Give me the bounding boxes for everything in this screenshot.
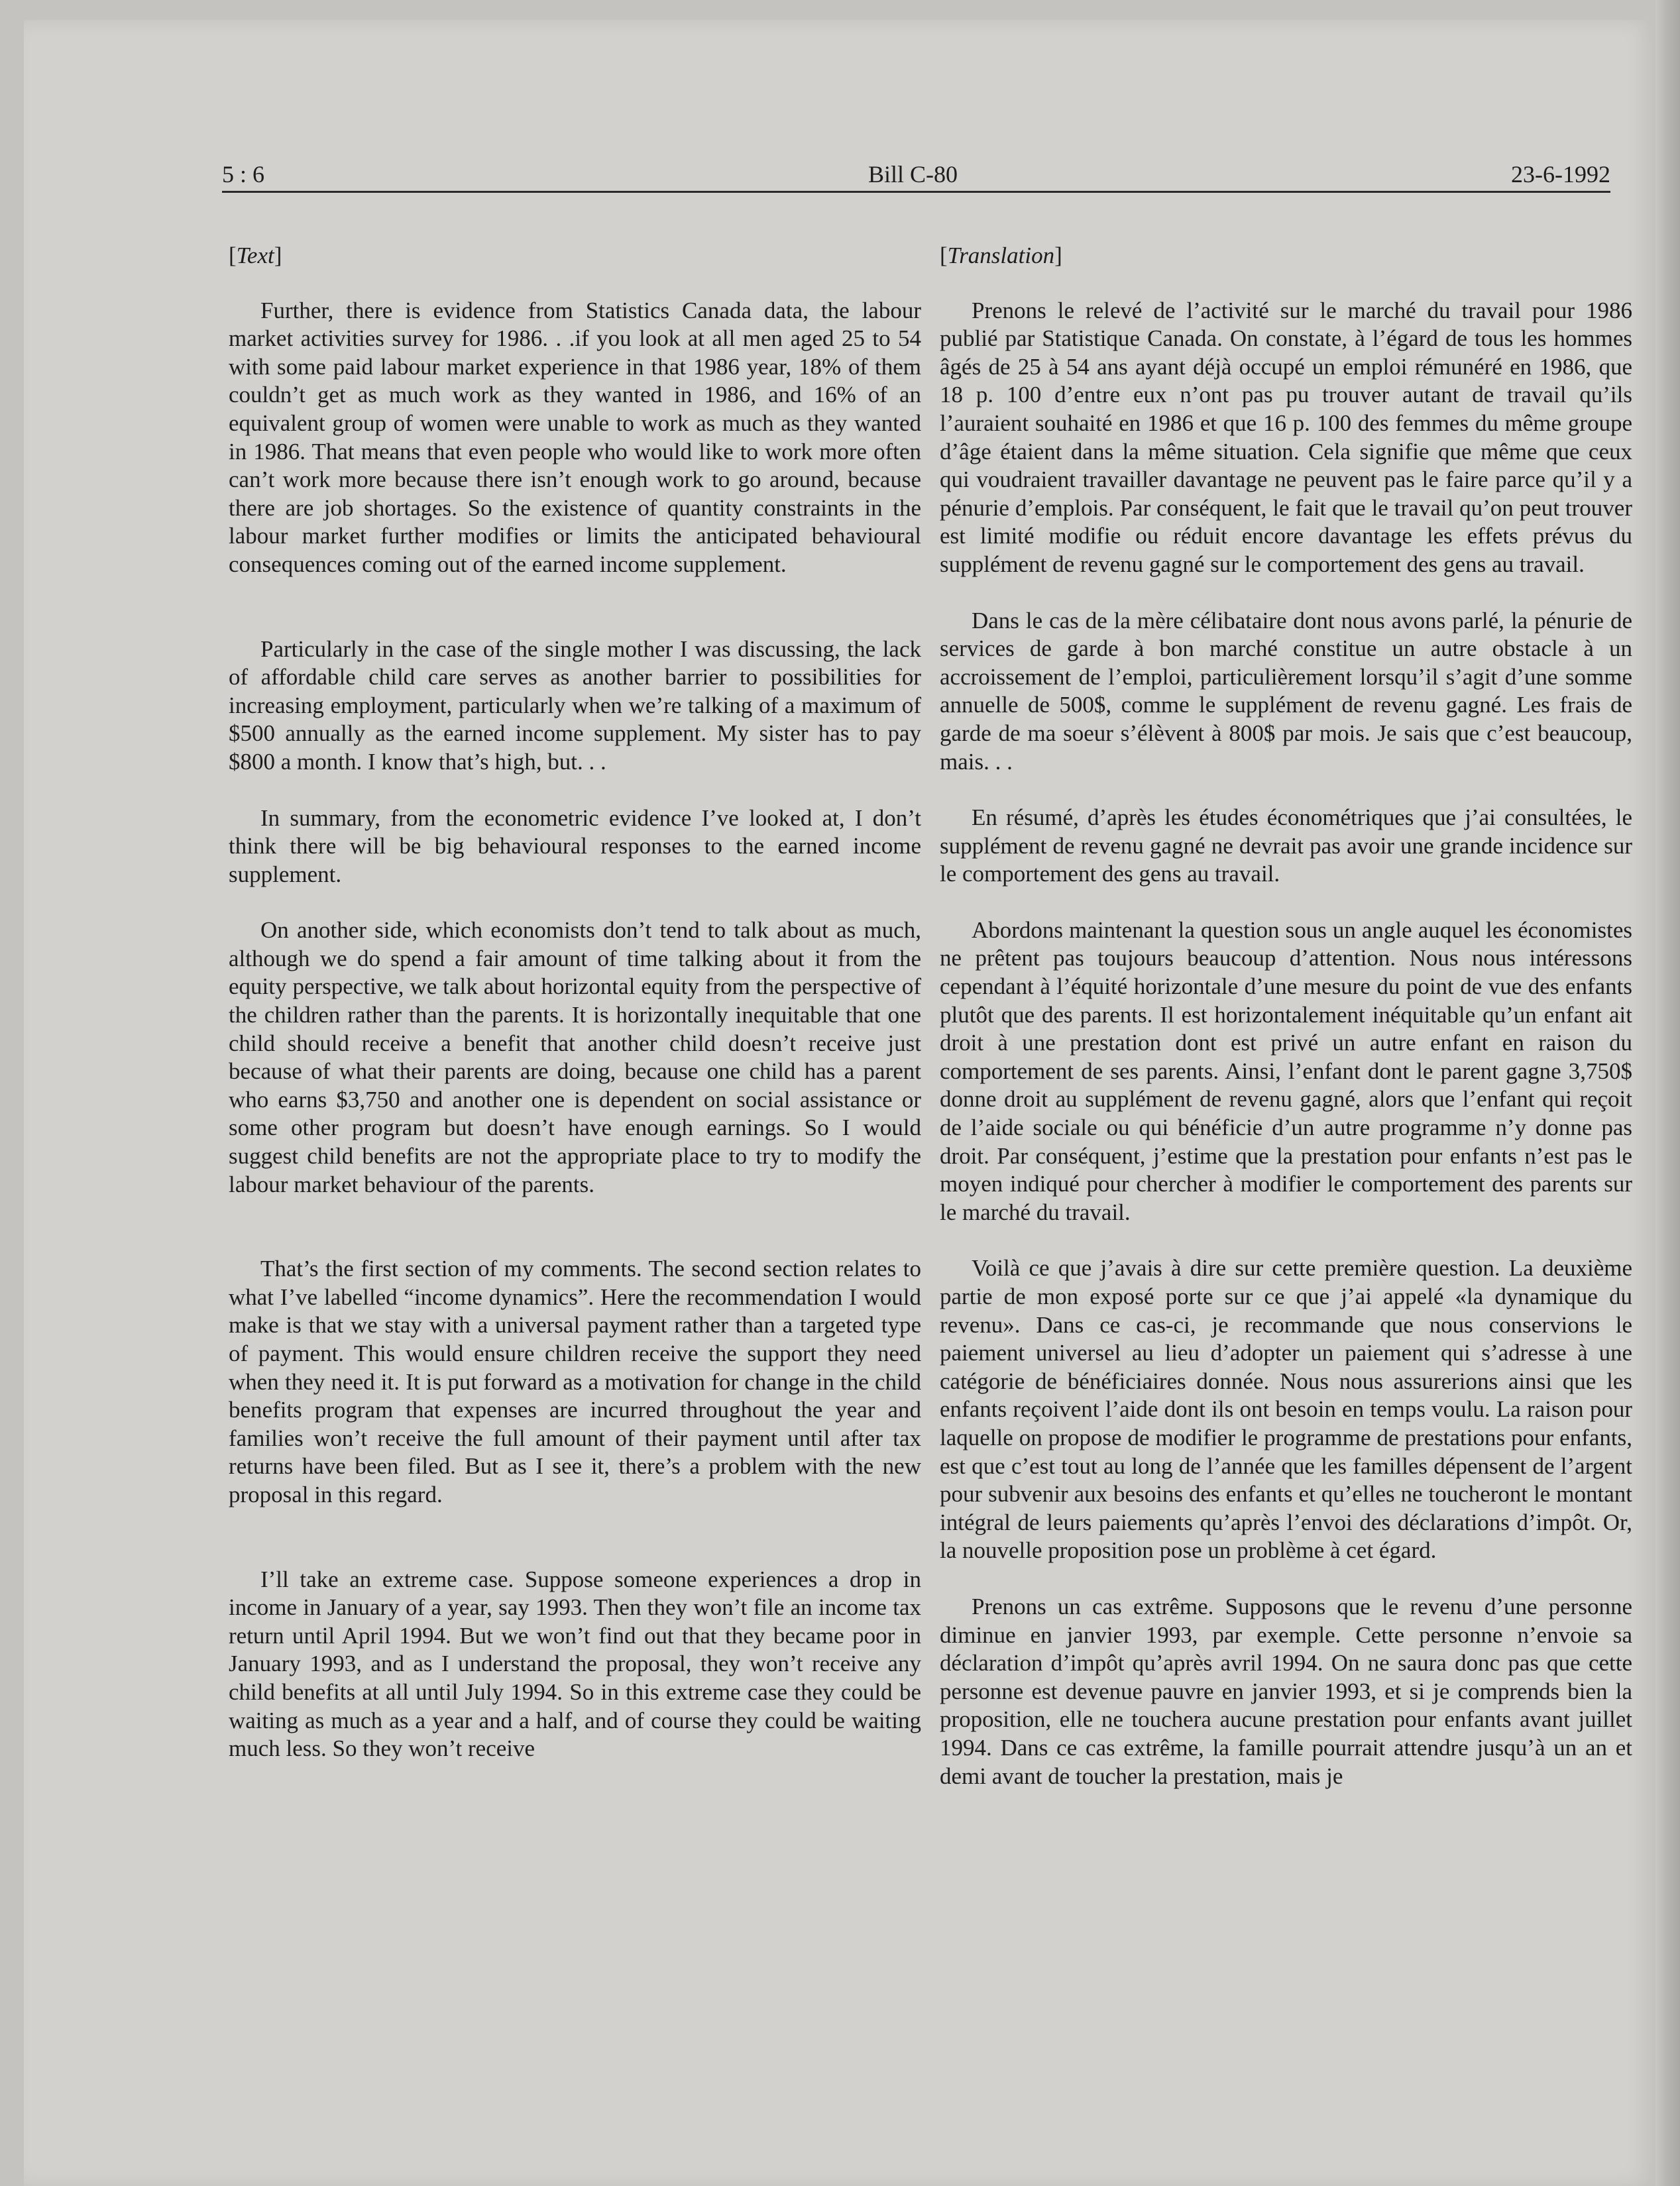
paragraph: En résumé, d’après les études économétriques que j’ai consultées, le supplément de revenu gagné ne devrait pas avoir une grande incidence sur le comportement des gens au travail. — [940, 804, 1632, 887]
paragraph: Prenons un cas extrême. Supposons que le revenu d’une personne diminue en janvier 1993, par exemple. Cette personne n’envoie sa déclaration d’impôt qu’après avril 1994. On ne saura donc pas que cette personne est devenue pauvre en janvier 1993, et si je comprends bien la proposition, elle ne touchera aucune prestation pour enfants avant juillet 1994. Dans ce cas extrême, la famille pourrait attendre jusqu’à un an et demi avant de toucher la prestation, mais je — [940, 1593, 1632, 1789]
paragraph: In summary, from the econometric evidence I’ve looked at, I don’t think there will be big behavioural responses to the earned income supplement. — [229, 804, 921, 887]
page-header — [222, 160, 1610, 193]
paragraph: Voilà ce que j’avais à dire sur cette première question. La deuxième partie de mon exposé porte sur ce que j’ai appelé «la dynamique du revenu». Dans ce cas-ci, je recommande que nous conservions le paiement universel au lieu d’adopter un paiement qui s’adresse à une catégorie de bénéficiaires donnée. Nous nous assurerions ainsi que les enfants reçoivent l’aide dont ils ont besoin en temps voulu. La raison pour laquelle on propose de modifier le programme de prestations pour enfants, est que c’est tout au long de l’année que les familles dépensent de l’argent pour subvenir aux besoins des enfants et qu’elles ne toucheront le montant intégral de leurs paiements qu’après l’envoi des déclarations d’impôt. Or, la nouvelle proposition pose un problème à cet égard. — [940, 1255, 1632, 1564]
paragraph: Prenons le relevé de l’activité sur le marché du travail pour 1986 publié par Statistique Canada. On constate, à l’égard de tous les hommes âgés de 25 à 54 ans ayant déjà occupé un emploi rémunéré en 1986, que 18 p. 100 d’entre eux n’ont pas pu trouver autant de travail qu’ils l’auraient souhaité en 1986 et que 16 p. 100 des femmes du même groupe d’âge étaient dans la même situation. Cela signifie que même que ceux qui voudraient travailler davantage ne peuvent pas le faire parce qu’il y a pénurie d’emplois. Par conséquent, le fait que le travail qu’on peut trouver est limité modifie ou réduit encore davantage les effets prévus du supplément de revenu gagné sur le comportement des gens au travail. — [940, 297, 1632, 577]
english-column — [229, 242, 921, 1763]
paragraph: Dans le cas de la mère célibataire dont nous avons parlé, la pénurie de services de garde à bon marché constitue un autre obstacle à un accroissement de l’emploi, particulièrement lorsqu’il s’agit d’une somme annuelle de 500$, comme le supplément de revenu gagné. Les frais de garde de ma soeur s’élèvent à 800$ par mois. Je sais que c’est beaucoup, mais. . . — [940, 607, 1632, 775]
header-date: 23-6-1992 — [1511, 161, 1610, 188]
paragraph: Particularly in the case of the single mother I was discussing, the lack of affordable child care serves as another barrier to possibilities for increasing employment, particularly when we’re talking of a maximum of $500 annually as the earned income supplement. My sister has to pay $800 a month. I know that’s high, but. . . — [229, 635, 921, 775]
page-edge — [1655, 0, 1680, 2186]
translation-label: [Translation] — [940, 243, 1062, 268]
paragraph: Abordons maintenant la question sous un angle auquel les économistes ne prêtent pas toujours beaucoup d’attention. Nous nous intéressons cependant à l’équité horizontale d’une mesure du point de vue des enfants plutôt que des parents. Il est horizontalement inéquitable qu’un enfant ait droit à une prestation dont est privé un autre enfant en raison du comportement de ses parents. Ainsi, l’enfant dont le parent gagne 3,750$ donne droit au supplément de revenu gagné, alors que l’enfant qui reçoit de l’aide sociale ou qui bénéficie d’un autre programme n’y donne pas droit. Par conséquent, j’estime que la prestation pour enfants n’est pas le moyen indiqué pour chercher à modifier le comportement des parents sur le marché du travail. — [940, 916, 1632, 1225]
paragraph: On another side, which economists don’t tend to talk about as much, although we do spend a fair amount of time talking about it from the equity perspective, we talk about horizontal equity from the perspective of the children rather than the parents. It is horizontally inequitable that one child should receive a benefit that another child doesn’t receive just because of what their parents are doing, because one child has a parent who earns $3,750 and another one is dependent on social assistance or some other program but doesn’t have enough earnings. So I would suggest child benefits are not the appropriate place to try to modify the labour market behaviour of the parents. — [229, 917, 921, 1197]
page-number: 5 : 6 — [222, 161, 265, 188]
text-label: [Text] — [229, 243, 282, 268]
header-rule — [222, 191, 1610, 193]
paragraph: Further, there is evidence from Statistics Canada data, the labour market activities survey for 1986. . .if you look at all men aged 25 to 54 with some paid labour market experience in that 1986 year, 18% of them couldn’t get as much work as they wanted in 1986, and 16% of an equivalent group of women were unable to work as much as they wanted in 1986. That means that even people who would like to work more often can’t work more because there isn’t enough work to go around, because there are job shortages. So the existence of quantity constraints in the labour market further modifies or limits the anticipated behavioural consequences coming out of the earned income supplement. — [229, 297, 921, 577]
french-column — [940, 242, 1632, 1790]
paragraph: That’s the first section of my comments. The second section relates to what I’ve labelled “income dynamics”. Here the recommendation I would make is that we stay with a universal payment rather than a targeted type of payment. This would ensure children receive the support they need when they need it. It is put forward as a motivation for change in the child benefits program that expenses are incurred throughout the year and families won’t receive the full amount of their payment until after tax returns have been filed. But as I see it, there’s a problem with the new proposal in this regard. — [229, 1256, 921, 1507]
paragraph: I’ll take an extreme case. Suppose someone experiences a drop in income in January of a year, say 1993. Then they won’t file an income tax return until April 1994. But we won’t find out that they became poor in January 1993, and as I understand the proposal, they won’t receive any child benefits at all until July 1994. So in this extreme case they could be waiting as much as a year and a half, and of course they could be waiting much less. So they won’t receive — [229, 1566, 921, 1762]
bill-title: Bill C-80 — [868, 161, 958, 188]
